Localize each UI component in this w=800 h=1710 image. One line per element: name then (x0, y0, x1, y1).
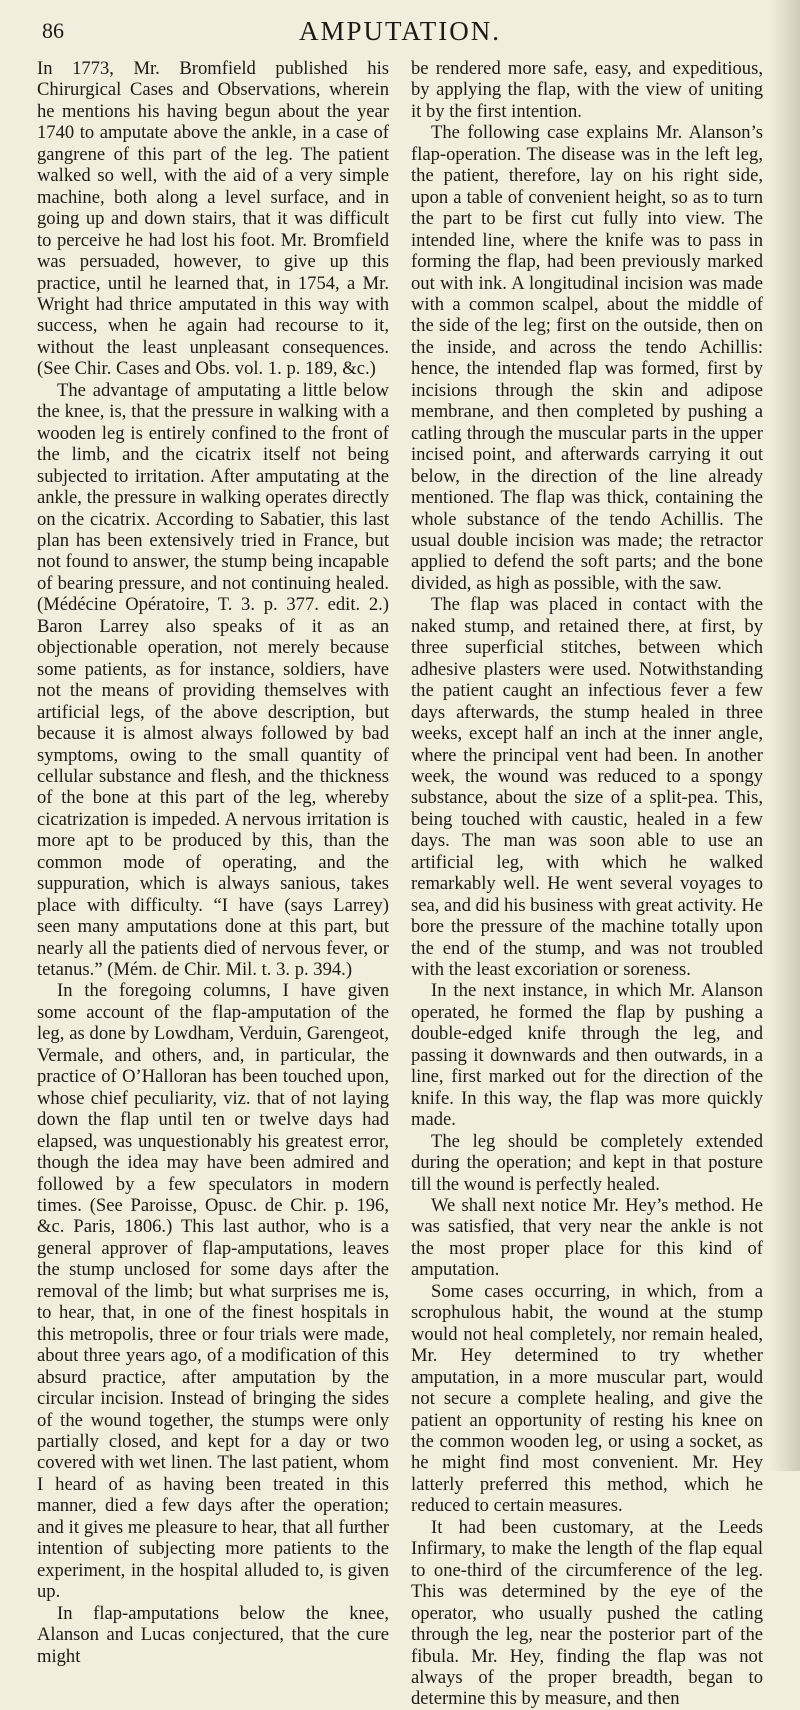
paragraph: In the foregoing columns, I have given some account of the flap-amputation of the leg, as done by Lowdham, Verduin, Garengeot, Vermale, and others, and, in particular, the practice of O’Halloran has been touched upon, whose chief peculiarity, viz. that of not laying down the flap until ten or twelve days had elapsed, was unquestionably his greatest error, though the idea may have been admired and followed by a few speculators in modern times. (See Paroisse, Opusc. de Chir. p. 196, &c. Paris, 1806.) This last author, who is a general approver of flap-amputations, leaves the stump unclosed for some days after the removal of the limb; but what surprises me is, to hear, that, in one of the finest hospitals in this metropolis, three or four trials were made, about three years ago, of a modification of this absurd practice, after amputation by the circular incision. Instead of bringing the sides of the wound together, the stumps were only partially closed, and kept for a day or two covered with wet linen. The last patient, whom I heard of as having been treated in this manner, died a few days after the operation; and it gives me pleasure to hear, that all further intention of subjecting more patients to the experiment, in the hospital alluded to, is given up. (37, 980, 389, 1603)
paragraph: The leg should be completely extended during the operation; and kept in that posture till the wound is perfectly healed. (411, 1130, 763, 1195)
paragraph: In the next instance, in which Mr. Alanson operated, he formed the flap by pushing a double-edged knife through the leg, and passing it downwards and then outwards, in a line, first marked out for the direction of the knife. In this way, the flap was more quickly made. (411, 980, 763, 1131)
page-edge-shadow (770, 0, 800, 1471)
paragraph: The flap was placed in contact with the naked stump, and retained there, at first, by three superficial stitches, between which adhesive plasters were used. Notwithstanding the patient caught an infectious fever a few days afterwards, the stump healed in three weeks, except half an inch at the inner angle, where the principal vent had been. In another week, the wound was reduced to a spongy substance, about the size of a split-pea. This, being touched with caustic, healed in a few days. The man was soon able to use an artificial leg, with which he walked remarkably well. He went several voyages to sea, and did his business with great activity. He bore the pressure of the machine totally upon the end of the stump, and was not troubled with the least excoriation or soreness. (411, 594, 764, 981)
paragraph: We shall next notice Mr. Hey’s method. He was satisfied, that very near the ankle is not the most proper place for this kind of amputation. (411, 1195, 763, 1281)
paragraph: be rendered more safe, easy, and expeditious, by applying the flap, with the view of uniting it by the first intention. (411, 58, 763, 122)
paragraph: In 1773, Mr. Bromfield published his Chirurgical Cases and Observations, wherein he mentions his having begun about the year 1740 to amputate above the ankle, in a case of gangrene of this part of the leg. The patient walked so well, with the aid of a very simple machine, both along a level surface, and in going up and down stairs, that it was difficult to perceive he had lost his foot. Mr. Bromfield was persuaded, however, to give up this practice, until he learned that, in 1754, a Mr. Wright had thrice amputated in this way with success, when he again had recourse to it, without the least unpleasant consequences. (See Chir. Cases and Obs. vol. 1. p. 189, &c.) (37, 58, 389, 380)
right-column (411, 58, 764, 1710)
page-number: 86 (42, 18, 64, 43)
paragraph: The advantage of amputating a little below the knee, is, that the pressure in walking with a wooden leg is entirely confined to the front of the limb, and the cicatrix itself not being subjected to irritation. After amputating at the ankle, the pressure in walking operates directly on the cicatrix. According to Sabatier, this last plan has been extensively tried in France, but not found to answer, the stump being incapable of bearing pressure, and not continuing healed. (Médécine Opératoire, T. 3. p. 377. edit. 2.) Baron Larrey also speaks of it as an objectionable operation, not merely because some patients, as for instance, soldiers, have not the means of providing themselves with artificial legs, of the above description, but because it is almost always followed by bad symptoms, owing to the small quantity of cellular substance and flesh, and the thickness of the bone at this part of the leg, whereby cicatrization is impeded. A nervous irritation is more apt to be produced by this, than the common mode of operating, and the suppuration, which is always sanious, takes place with difficulty. “I have (says Larrey) seen many amputations done at this part, but nearly all the patients died of nervous fever, or tetanus.” (Mém. de Chir. Mil. t. 3. p. 394.) (37, 379, 389, 981)
page-header (0, 14, 800, 54)
left-column (37, 58, 389, 1667)
paragraph: It had been customary, at the Leeds Infirmary, to make the length of the flap equal to one-third of the circumference of the leg. This was determined by the eye of the operator, who usually pushed the catling through the leg, near the posterior part of the fibula. Mr. Hey, finding the flap was not always of the proper breadth, began to determine this by measure, and then (411, 1516, 763, 1710)
paragraph: Some cases occurring, in which, from a scrophulous habit, the wound at the stump would not heal completely, nor remain healed, Mr. Hey determined to try whether amputation, in a more muscular part, would not secure a complete healing, and give the patient an opportunity of resting his knee on the common wooden leg, or using a socket, as he might find most convenient. Mr. Hey latterly preferred this method, which he reduced to certain measures. (411, 1280, 763, 1517)
running-head: AMPUTATION. (298, 16, 502, 46)
paragraph: In flap-amputations below the knee, Alanson and Lucas conjectured, that the cure might (37, 1602, 389, 1667)
paragraph: The following case explains Mr. Alanson’s flap-operation. The disease was in the left leg, the patient, therefore, lay on his right side, upon a table of convenient height, so as to turn the part to be first cut fully into view. The intended line, where the knife was to pass in forming the flap, had been previously marked out with ink. A longitudinal incision was made with a common scalpel, about the middle of the side of the leg; first on the outside, then on the inside, and across the tendo Achillis: hence, the intended flap was formed, first by incisions through the skin and adipose membrane, and then completed by pushing a catling through the muscular parts in the upper incised point, and afterwards carrying it out below, in the direction of the line already mentioned. The flap was thick, containing the whole substance of the tendo Achillis. The usual double incision was made; the retractor applied to defend the soft parts; and the bone divided, as high as possible, with the saw. (411, 122, 763, 594)
text-columns (37, 58, 775, 1710)
